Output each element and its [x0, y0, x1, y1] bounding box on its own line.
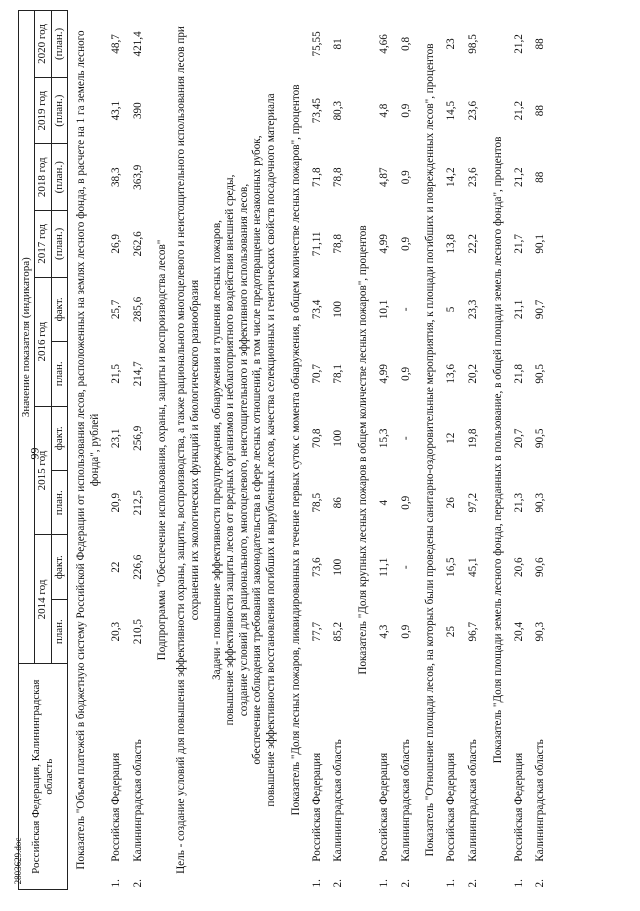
value-cell: 12: [445, 432, 458, 444]
region-name: Российская Федерация: [110, 752, 123, 862]
value-cell: 4,87: [378, 167, 391, 188]
value-cell: 26,9: [110, 234, 123, 254]
value-cell: 48,7: [110, 34, 123, 54]
value-cell: 100: [332, 429, 345, 447]
value-cell: 78,8: [332, 234, 345, 254]
value-cell: 0,9: [399, 170, 412, 185]
value-cell: 20,7: [512, 428, 525, 449]
value-cell: 23,3: [467, 299, 480, 320]
region-name: Российская Федерация: [310, 752, 323, 862]
indicator-row: [68, 11, 107, 890]
goal-row: [171, 11, 206, 890]
indicator-row: [417, 11, 441, 890]
value-cell: 20,6: [512, 557, 525, 577]
row-number: 1.: [110, 879, 123, 888]
value-cell: 90,3: [534, 492, 547, 513]
indicators-table: [18, 10, 552, 890]
row-number: 1.: [512, 879, 525, 888]
value-cell: 0,9: [399, 495, 412, 510]
task-line: обеспечение соблюдения требований законодательства в сфере лесных отношений, в том числе предотвращение незаконных рубок,: [251, 135, 264, 765]
value-cell: -: [399, 307, 412, 312]
value-cell: 226,6: [131, 554, 144, 580]
task-line: повышение эффективности восстановления погибших и вырубленных лесов, качества селекционных и генетических свойств посадочного материала: [265, 93, 278, 807]
value-cell: 5: [445, 306, 458, 313]
table-row: [374, 11, 396, 890]
value-cell: 90,3: [534, 621, 547, 642]
value-cell: 22: [110, 561, 123, 573]
region-name: Калининградская область: [332, 739, 345, 862]
value-cell: 90,1: [534, 234, 547, 254]
value-cell: 75,55: [310, 31, 323, 57]
value-cell: 13,8: [445, 234, 458, 254]
value-cell: 90,7: [534, 299, 547, 320]
value-cell: 23: [445, 38, 458, 50]
value-cell: 19,8: [467, 428, 480, 449]
value-cell: 0,9: [399, 366, 412, 381]
value-cell: 256,9: [131, 425, 144, 451]
value-cell: 38,3: [110, 167, 123, 188]
table-row: [328, 11, 350, 890]
value-cell: 16,5: [445, 557, 458, 577]
value-cell: -: [399, 436, 412, 441]
value-cell: 77,7: [310, 621, 323, 642]
region-name: Калининградская область: [399, 739, 412, 862]
value-cell: 81: [332, 38, 345, 50]
value-cell: 88: [534, 171, 547, 183]
header-year-2017: 2017 год: [35, 211, 51, 278]
value-cell: 86: [332, 497, 345, 509]
header-year-2015: 2015 год: [35, 406, 51, 535]
header-sub-fact: факт.: [51, 535, 67, 599]
value-cell: -: [399, 565, 412, 570]
header-year-2020: 2020 год: [35, 11, 51, 78]
tasks-row: [207, 11, 283, 890]
value-cell: 25: [445, 626, 458, 638]
header-region: Российская Федерация, Калининградская область: [19, 664, 68, 890]
indicator-row: [485, 11, 509, 890]
value-cell: 100: [332, 558, 345, 576]
value-cell: 11,1: [378, 557, 391, 577]
value-cell: 4,8: [378, 103, 391, 118]
header-sub-plan: (план.): [51, 77, 67, 144]
value-cell: 73,6: [310, 557, 323, 577]
value-cell: 78,1: [332, 364, 345, 384]
value-cell: 20,9: [110, 492, 123, 513]
row-number: 2.: [467, 879, 480, 888]
value-cell: 21,2: [512, 34, 525, 54]
value-cell: 22,2: [467, 234, 480, 254]
indicator-row: [283, 11, 307, 890]
value-cell: 20,3: [110, 621, 123, 642]
value-cell: 78,8: [332, 167, 345, 188]
value-cell: 26: [445, 497, 458, 509]
header-sub-plan: (план.): [51, 211, 67, 278]
value-cell: 15,3: [378, 428, 391, 449]
value-cell: 14,2: [445, 167, 458, 188]
value-cell: 4,3: [378, 624, 391, 639]
table-row: [307, 11, 329, 890]
value-cell: 90,5: [534, 428, 547, 449]
value-cell: 0,9: [399, 103, 412, 118]
header-year-2019: 2019 год: [35, 77, 51, 144]
value-cell: 20,4: [512, 621, 525, 642]
row-number: 1.: [310, 879, 323, 888]
value-cell: 96,7: [467, 621, 480, 642]
value-cell: 70,8: [310, 428, 323, 449]
header-sub-fact: факт.: [51, 406, 67, 470]
value-cell: 21,7: [512, 234, 525, 254]
value-cell: 23,1: [110, 428, 123, 449]
value-cell: 21,2: [512, 167, 525, 188]
table-row: [128, 11, 150, 890]
row-number: 2.: [332, 879, 345, 888]
subprogram-tasks: [207, 11, 283, 890]
value-cell: 80,3: [332, 100, 345, 121]
value-cell: 21,8: [512, 364, 525, 384]
value-cell: 78,5: [310, 492, 323, 513]
table-row: [106, 11, 128, 890]
value-cell: 0,9: [399, 624, 412, 639]
footer-doc-id: 2803629.doc: [13, 837, 23, 885]
subprogram-row: [150, 11, 172, 890]
value-cell: 214,7: [131, 361, 144, 387]
task-line: Задачи - повышение эффективности предупреждения, обнаружения и тушения лесных пожаров,: [210, 220, 223, 680]
indicator-title: Показатель "Доля крупных лесных пожаров в общем количестве лесных пожаров", процентов: [357, 225, 370, 675]
value-cell: 285,6: [131, 296, 144, 322]
value-cell: 23,6: [467, 100, 480, 121]
indicator-title: Показатель "Объем платежей в бюджетную систему Российской Федерации от использования лесов, расположенных на землях лесного фонда, в расчете на 1 га земель лесного фонда", рублей: [75, 30, 102, 870]
value-cell: 4,66: [378, 34, 391, 54]
table-row: [530, 11, 552, 890]
value-cell: 90,6: [534, 557, 547, 577]
value-cell: 14,5: [445, 100, 458, 121]
region-name: Российская Федерация: [445, 752, 458, 862]
row-number: 2.: [131, 879, 144, 888]
value-cell: 85,2: [332, 621, 345, 642]
region-name: Российская Федерация: [378, 752, 391, 862]
value-cell: 21,5: [110, 364, 123, 384]
value-cell: 73,45: [310, 98, 323, 124]
region-name: Калининградская область: [534, 739, 547, 862]
value-cell: 20,2: [467, 364, 480, 384]
header-sub-plan: план.: [51, 599, 67, 663]
value-cell: 23,6: [467, 167, 480, 188]
value-cell: 88: [534, 38, 547, 50]
region-name: Калининградская область: [467, 739, 480, 862]
header-sub-plan: план.: [51, 342, 67, 406]
value-cell: 210,5: [131, 619, 144, 645]
header-year-2018: 2018 год: [35, 144, 51, 211]
table-row: [509, 11, 531, 890]
indicator-row: [350, 11, 374, 890]
value-cell: 262,6: [131, 231, 144, 257]
table-row: [463, 11, 485, 890]
task-line: повышение эффективности защиты лесов от вредных организмов и неблагоприятного воздействия внешней среды,: [224, 174, 237, 726]
value-cell: 10,1: [378, 299, 391, 320]
row-number: 2.: [534, 879, 547, 888]
value-cell: 212,5: [131, 490, 144, 516]
row-number: 1.: [378, 879, 391, 888]
value-cell: 4,99: [378, 364, 391, 384]
value-cell: 100: [332, 301, 345, 318]
value-cell: 21,3: [512, 492, 525, 513]
value-cell: 21,1: [512, 299, 525, 320]
value-cell: 88: [534, 105, 547, 117]
value-cell: 25,7: [110, 299, 123, 320]
value-cell: 73,4: [310, 299, 323, 320]
value-cell: 4,99: [378, 234, 391, 254]
value-cell: 0,8: [399, 36, 412, 51]
header-sub-plan: (план.): [51, 11, 67, 78]
value-cell: 45,1: [467, 557, 480, 577]
table-row: [396, 11, 418, 890]
header-sub-plan: (план.): [51, 144, 67, 211]
value-cell: 13,6: [445, 364, 458, 384]
value-cell: 0,9: [399, 236, 412, 251]
rotated-page-content: [18, 10, 618, 890]
region-name: Российская Федерация: [512, 752, 525, 862]
page-number: 99: [27, 447, 42, 460]
value-cell: 97,2: [467, 492, 480, 513]
value-cell: 4: [378, 499, 391, 506]
value-cell: 90,5: [534, 364, 547, 384]
task-line: создание условий для рационального, многоцелевого, неистощительного и эффективного использования лесов,: [237, 183, 250, 717]
value-cell: 43,1: [110, 100, 123, 121]
value-cell: 98,5: [467, 34, 480, 54]
subprogram-title: Подпрограмма "Обеспечение использования, охраны, защиты и воспроизводства лесов": [155, 239, 168, 661]
value-cell: 21,2: [512, 100, 525, 121]
value-cell: 70,7: [310, 364, 323, 384]
indicator-title: Показатель "Доля площади земель лесного фонда, переданных в пользование, в общей площади земель лесного фонда", процентов: [491, 136, 504, 764]
header-sub-fact: факт.: [51, 277, 67, 341]
table-row: [441, 11, 463, 890]
value-cell: 390: [131, 102, 144, 120]
row-number: 2.: [399, 879, 412, 888]
row-number: 1.: [445, 879, 458, 888]
value-cell: 421,4: [131, 31, 144, 57]
header-group: Значение показателя (индикатора): [19, 11, 35, 664]
value-cell: 363,9: [131, 164, 144, 190]
region-name: Калининградская область: [131, 739, 144, 862]
indicator-title: Показатель "Отношение площади лесов, на которых были проведены санитарно-оздоровительные мероприятия, к площади погибших и поврежденных лесов", процентов: [424, 43, 437, 857]
indicator-title: Показатель "Доля лесных пожаров, ликвидированных в течение первых суток с момента обнаружения, в общем количестве лесных пожаров", процентов: [289, 84, 302, 816]
header-sub-plan: план.: [51, 471, 67, 535]
subprogram-goal: Цель - создание условий для повышения эффективности охраны, защиты, воспроизводства, а также рационального многоцелевого и неистощительного использования лесов при сохранении их экологических функций и биологического разнообразия: [175, 26, 201, 874]
value-cell: 71,8: [310, 167, 323, 188]
header-year-2016: 2016 год: [35, 277, 51, 406]
header-year-2014: 2014 год: [35, 535, 51, 664]
value-cell: 71,11: [310, 231, 323, 257]
